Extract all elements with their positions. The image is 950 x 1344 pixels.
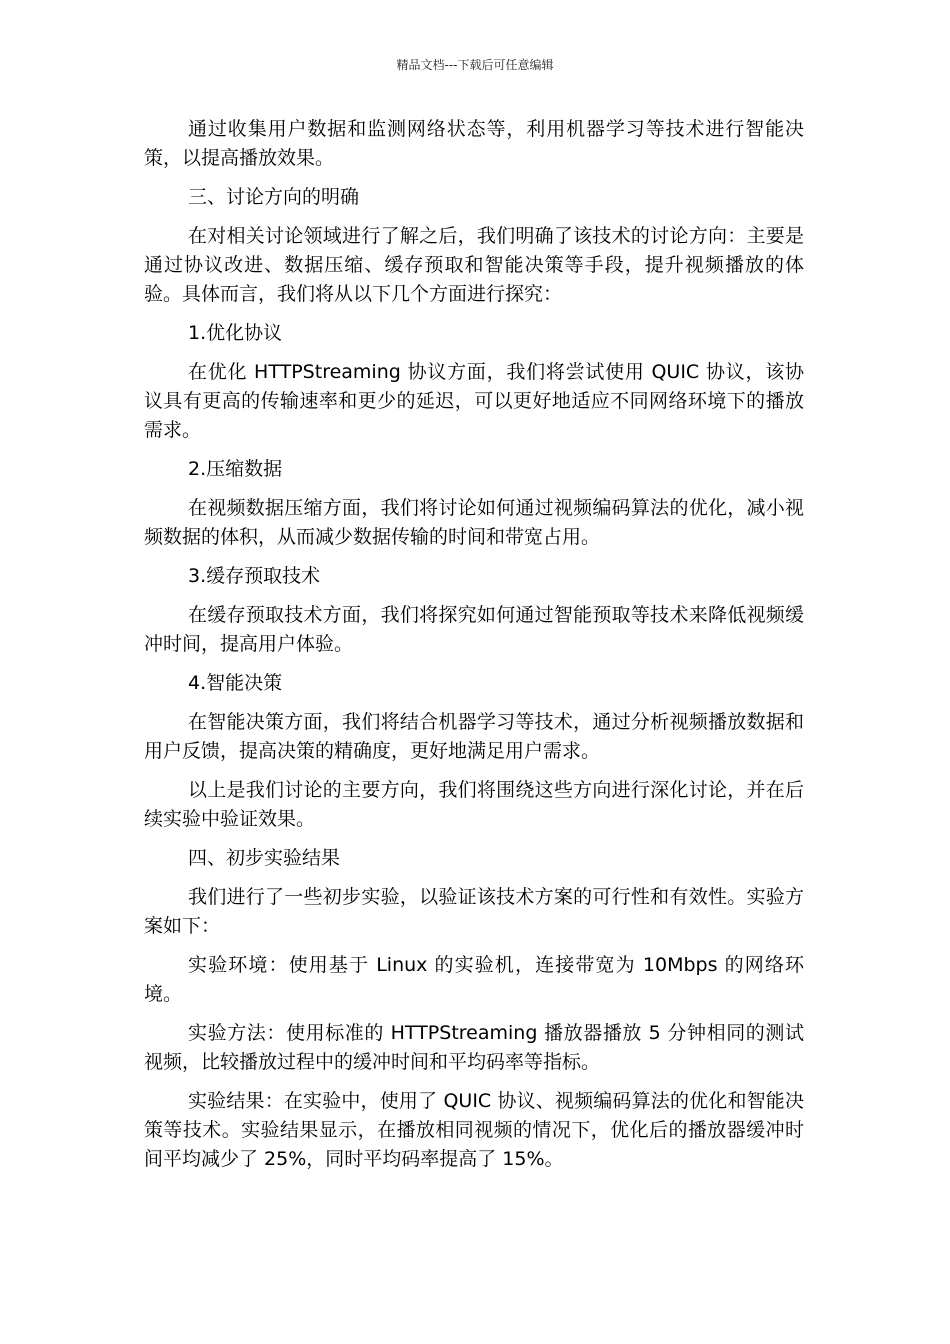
- paragraph-protocol: 在优化 HTTPStreaming 协议方面，我们将尝试使用 QUIC 协议，该协议具有更高的传输速率和更少的延迟，可以更好地适应不同网络环境下的播放需求。: [144, 361, 804, 441]
- paragraph-cache: 在缓存预取技术方面，我们将探究如何通过智能预取等技术来降低视频缓冲时间，提高用户体验。: [144, 604, 804, 655]
- paragraph-direction-overview: 在对相关讨论领域进行了解之后，我们明确了该技术的讨论方向：主要是通过协议改进、数据压缩、缓存预取和智能决策等手段，提升视频播放的体验。具体而言，我们将从以下几个方面进行探究：: [144, 225, 804, 305]
- paragraph-intro-continued: 通过收集用户数据和监测网络状态等，利用机器学习等技术进行智能决策，以提高播放效果。: [144, 118, 804, 169]
- document-body: [144, 115, 804, 1184]
- page-header-watermark: 精品文档---下载后可任意编辑: [396, 58, 554, 72]
- section-heading-3: 三、讨论方向的明确: [188, 186, 360, 208]
- paragraph-decision: 在智能决策方面，我们将结合机器学习等技术，通过分析视频播放数据和用户反馈，提高决策的精确度，更好地满足用户需求。: [144, 711, 804, 762]
- section-heading-4: 四、初步实验结果: [188, 847, 341, 869]
- paragraph-experiment-method: 实验方法：使用标准的 HTTPStreaming 播放器播放 5 分钟相同的测试视频，比较播放过程中的缓冲时间和平均码率等指标。: [144, 1022, 804, 1073]
- subheading-smart-decision: 4.智能决策: [188, 672, 283, 694]
- paragraph-experiment-environment: 实验环境：使用基于 Linux 的实验机，连接带宽为 10Mbps 的网络环境。: [144, 954, 804, 1005]
- paragraph-experiment-results: 实验结果：在实验中，使用了 QUIC 协议、视频编码算法的优化和智能决策等技术。实验结果显示，在播放相同视频的情况下，优化后的播放器缓冲时间平均减少了 25%，同时平均码率提高了 15%。: [144, 1090, 804, 1170]
- subheading-optimize-protocol: 1.优化协议: [188, 322, 283, 344]
- paragraph-experiment-intro: 我们进行了一些初步实验，以验证该技术方案的可行性和有效性。实验方案如下：: [144, 886, 804, 937]
- subheading-cache-prefetch: 3.缓存预取技术: [188, 565, 321, 587]
- subheading-compress-data: 2.压缩数据: [188, 458, 283, 480]
- paragraph-summary: 以上是我们讨论的主要方向，我们将围绕这些方向进行深化讨论，并在后续实验中验证效果。: [144, 779, 804, 830]
- paragraph-compression: 在视频数据压缩方面，我们将讨论如何通过视频编码算法的优化，减小视频数据的体积，从而减少数据传输的时间和带宽占用。: [144, 497, 804, 548]
